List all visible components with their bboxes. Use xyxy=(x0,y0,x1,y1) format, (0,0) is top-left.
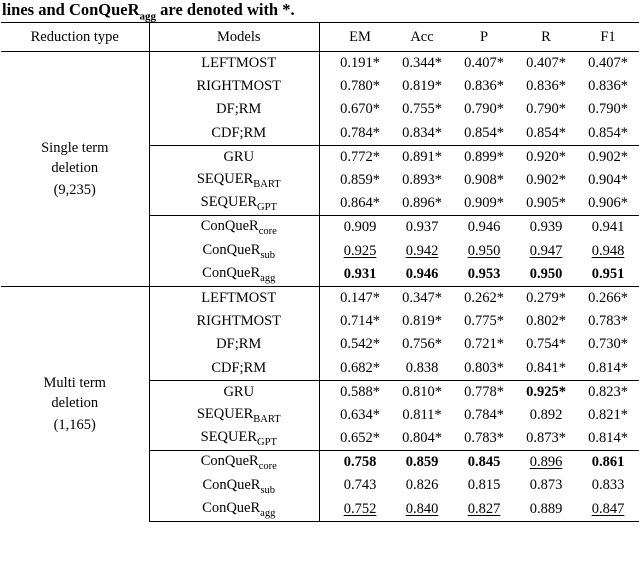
caption-tail xyxy=(0,0,640,22)
metric-value-f1 xyxy=(577,240,639,263)
reduction-type-line: Single term xyxy=(41,139,109,156)
value-bold: 0.951 xyxy=(591,265,625,282)
metric-value-f1: 0.790* xyxy=(588,101,628,118)
header-metric-r: R xyxy=(515,23,577,52)
column-separator xyxy=(149,498,159,522)
value-underline: 0.847 xyxy=(591,500,625,517)
metric-value-f1 xyxy=(577,498,639,522)
value-underline: 0.950 xyxy=(467,242,501,259)
metric-value-f1: 0.821* xyxy=(588,406,628,423)
header-metric-f1: F1 xyxy=(577,23,639,52)
model-variant-subscript: agg xyxy=(260,507,276,519)
model-name-cell xyxy=(159,98,319,121)
value-bold: 0.758 xyxy=(343,454,377,471)
value-bold: 0.946 xyxy=(405,265,439,282)
metric-value-r: 0.790* xyxy=(526,101,566,118)
model-variant-subscript: GPT xyxy=(257,437,277,449)
metric-value-f1: 0.814* xyxy=(588,430,628,447)
results-table xyxy=(1,22,639,522)
caption-tail-suffix: are denoted with *. xyxy=(156,0,295,19)
header-metric-acc: Acc xyxy=(391,23,453,52)
column-separator xyxy=(319,192,329,216)
column-separator xyxy=(149,286,159,310)
column-separator xyxy=(319,75,329,98)
column-separator xyxy=(319,380,329,404)
column-separator xyxy=(319,263,329,287)
column-separator xyxy=(149,310,159,333)
model-name-cell xyxy=(159,427,319,451)
column-separator xyxy=(319,240,329,263)
model-name: CDF;RM xyxy=(211,359,267,376)
model-name-cell xyxy=(159,263,319,287)
column-separator xyxy=(319,52,329,76)
model-name-cell xyxy=(159,498,319,522)
metric-value-acc xyxy=(391,240,453,263)
header-spacer-2 xyxy=(319,23,329,52)
metric-value-em: 0.147* xyxy=(329,286,391,310)
results-table-body xyxy=(1,23,639,522)
metric-value-p: 0.262* xyxy=(453,286,515,310)
model-name: GRU xyxy=(223,148,255,165)
metric-value-f1 xyxy=(577,451,639,475)
model-name: ConQueR xyxy=(202,264,261,281)
metric-value-f1: 0.266* xyxy=(577,286,639,310)
column-separator xyxy=(149,380,159,404)
metric-value-acc: 0.937 xyxy=(391,216,453,240)
metric-value-acc: 0.834* xyxy=(402,124,442,141)
metric-value-em: 0.588* xyxy=(329,380,391,404)
model-name-cell xyxy=(159,310,319,333)
metric-value-f1: 0.814* xyxy=(588,359,628,376)
column-separator xyxy=(149,192,159,216)
metric-value-acc: 0.755* xyxy=(402,101,442,118)
metric-value-em: 0.784* xyxy=(340,124,380,141)
model-name-cell xyxy=(159,75,319,98)
metric-value-p: 0.784* xyxy=(464,406,504,423)
model-name-cell xyxy=(159,169,319,192)
metric-value-acc: 0.891* xyxy=(391,145,453,169)
metric-value-em: 0.743 xyxy=(343,477,377,494)
value-bold: 0.925* xyxy=(526,383,566,400)
model-name-cell xyxy=(159,145,319,169)
metric-value-acc: 0.838 xyxy=(405,359,439,376)
header-models: Models xyxy=(159,23,319,52)
value-bold: 0.859 xyxy=(405,454,439,471)
metric-value-r: 0.920* xyxy=(515,145,577,169)
metric-value-em xyxy=(329,240,391,263)
metric-value-em xyxy=(329,498,391,522)
column-separator xyxy=(149,216,159,240)
metric-value-acc: 0.819* xyxy=(402,78,442,95)
reduction-type-line: (9,235) xyxy=(53,181,96,198)
column-separator xyxy=(149,240,159,263)
metric-value-f1: 0.407* xyxy=(588,55,628,72)
model-name: SEQUER xyxy=(196,405,254,422)
model-name-cell xyxy=(159,380,319,404)
column-separator xyxy=(319,286,329,310)
model-name: DF;RM xyxy=(216,101,262,118)
metric-value-p xyxy=(453,240,515,263)
value-underline: 0.948 xyxy=(591,242,625,259)
model-name: RIGHTMOST xyxy=(196,313,282,330)
model-name-cell xyxy=(159,286,319,310)
model-name-cell xyxy=(159,474,319,497)
column-separator xyxy=(319,98,329,121)
model-name: SEQUER xyxy=(200,429,258,446)
reduction-type-line: Multi term xyxy=(43,375,106,392)
value-bold: 0.931 xyxy=(343,265,377,282)
model-name: ConQueR xyxy=(202,499,261,516)
metric-value-p: 0.899* xyxy=(453,145,515,169)
metric-value-em: 0.682* xyxy=(340,359,380,376)
metric-value-p: 0.790* xyxy=(464,101,504,118)
metric-value-acc: 0.347* xyxy=(391,286,453,310)
column-separator xyxy=(149,98,159,121)
metric-value-f1: 0.906* xyxy=(588,195,628,212)
metric-value-r: 0.841* xyxy=(526,359,566,376)
column-separator xyxy=(149,474,159,497)
table-row xyxy=(1,286,639,310)
header-reduction-type: Reduction type xyxy=(1,23,149,52)
metric-value-acc xyxy=(391,263,453,287)
metric-value-em xyxy=(329,451,391,475)
metric-value-p: 0.836* xyxy=(464,78,504,95)
metric-value-f1: 0.783* xyxy=(588,313,628,330)
metric-value-f1: 0.836* xyxy=(588,78,628,95)
column-separator xyxy=(319,474,329,497)
model-name: GRU xyxy=(223,383,255,400)
metric-value-p: 0.783* xyxy=(464,430,504,447)
metric-value-acc: 0.819* xyxy=(402,313,442,330)
header-metric-em: EM xyxy=(329,23,391,52)
column-separator xyxy=(319,498,329,522)
metric-value-em: 0.780* xyxy=(340,78,380,95)
value-underline: 0.752 xyxy=(343,500,377,517)
metric-value-em: 0.859* xyxy=(340,172,380,189)
metric-value-r xyxy=(515,380,577,404)
metric-value-acc: 0.896* xyxy=(402,195,442,212)
metric-value-acc: 0.344* xyxy=(402,55,442,72)
table-row xyxy=(1,52,639,76)
metric-value-f1: 0.730* xyxy=(588,336,628,353)
column-separator xyxy=(319,333,329,356)
metric-value-r: 0.939 xyxy=(515,216,577,240)
model-variant-subscript: BART xyxy=(253,413,281,425)
model-name: SEQUER xyxy=(200,194,258,211)
metric-value-f1 xyxy=(577,263,639,287)
model-name-cell xyxy=(159,451,319,475)
value-underline: 0.925 xyxy=(343,242,377,259)
column-separator xyxy=(319,310,329,333)
metric-value-em: 0.864* xyxy=(340,195,380,212)
column-separator xyxy=(149,404,159,427)
column-separator xyxy=(319,216,329,240)
metric-value-acc xyxy=(391,451,453,475)
metric-value-r: 0.802* xyxy=(526,313,566,330)
model-name: CDF;RM xyxy=(211,124,267,141)
model-variant-subscript: BART xyxy=(253,178,281,190)
metric-value-em: 0.714* xyxy=(340,313,380,330)
metric-value-r xyxy=(515,240,577,263)
model-variant-subscript: GPT xyxy=(257,202,277,214)
model-name-cell xyxy=(159,333,319,356)
model-name: ConQueR xyxy=(200,453,259,470)
metric-value-p: 0.815 xyxy=(467,477,501,494)
column-separator xyxy=(319,451,329,475)
value-underline: 0.840 xyxy=(405,500,439,517)
column-separator xyxy=(149,356,159,380)
model-name-cell xyxy=(159,404,319,427)
metric-value-f1: 0.902* xyxy=(577,145,639,169)
reduction-type-line: deletion xyxy=(51,395,99,412)
reduction-type-line: deletion xyxy=(51,159,99,176)
metric-value-f1: 0.823* xyxy=(577,380,639,404)
metric-value-f1: 0.833 xyxy=(591,477,625,494)
model-name: ConQueR xyxy=(200,218,259,235)
metric-value-acc: 0.893* xyxy=(402,172,442,189)
metric-value-r: 0.754* xyxy=(526,336,566,353)
metric-value-em: 0.542* xyxy=(340,336,380,353)
model-name-cell xyxy=(159,52,319,76)
column-separator xyxy=(149,122,159,146)
metric-value-p: 0.908* xyxy=(464,172,504,189)
value-underline: 0.947 xyxy=(529,242,563,259)
model-name-cell xyxy=(159,216,319,240)
metric-value-em: 0.652* xyxy=(340,430,380,447)
metric-value-em: 0.191* xyxy=(340,55,380,72)
metric-value-em xyxy=(329,263,391,287)
metric-value-r: 0.836* xyxy=(526,78,566,95)
caption-tail-subscript: agg xyxy=(139,10,157,22)
metric-value-p: 0.778* xyxy=(453,380,515,404)
metric-value-p xyxy=(453,263,515,287)
metric-value-p: 0.803* xyxy=(464,359,504,376)
reduction-type-line: (1,165) xyxy=(53,417,96,434)
metric-value-p: 0.946 xyxy=(453,216,515,240)
metric-value-acc: 0.804* xyxy=(402,430,442,447)
column-separator xyxy=(149,427,159,451)
model-name-cell xyxy=(159,192,319,216)
metric-value-p xyxy=(453,498,515,522)
column-separator xyxy=(149,451,159,475)
metric-value-em: 0.670* xyxy=(340,101,380,118)
header-spacer-1 xyxy=(149,23,159,52)
value-bold: 0.845 xyxy=(467,454,501,471)
column-separator xyxy=(149,75,159,98)
header-metric-p: P xyxy=(453,23,515,52)
metric-value-p: 0.407* xyxy=(464,55,504,72)
reduction-type-cell xyxy=(1,52,149,287)
reduction-type-cell xyxy=(1,286,149,521)
model-variant-subscript: sub xyxy=(260,249,276,261)
metric-value-r xyxy=(515,263,577,287)
value-bold: 0.953 xyxy=(467,265,501,282)
column-separator xyxy=(149,52,159,76)
metric-value-p xyxy=(453,451,515,475)
metric-value-r: 0.902* xyxy=(526,172,566,189)
model-name: SEQUER xyxy=(196,171,254,188)
model-name: ConQueR xyxy=(202,476,261,493)
column-separator xyxy=(319,169,329,192)
metric-value-r: 0.873 xyxy=(529,477,563,494)
metric-value-r: 0.854* xyxy=(526,124,566,141)
metric-value-p: 0.721* xyxy=(464,336,504,353)
metric-value-r xyxy=(515,451,577,475)
metric-value-em: 0.634* xyxy=(340,406,380,423)
metric-value-f1: 0.854* xyxy=(588,124,628,141)
metric-value-acc: 0.810* xyxy=(391,380,453,404)
model-name-cell xyxy=(159,356,319,380)
model-name: LEFTMOST xyxy=(201,55,277,72)
model-name: RIGHTMOST xyxy=(196,78,282,95)
value-underline: 0.942 xyxy=(405,242,439,259)
metric-value-em: 0.909 xyxy=(329,216,391,240)
column-separator xyxy=(149,145,159,169)
model-name: LEFTMOST xyxy=(201,289,277,306)
metric-value-f1: 0.941 xyxy=(577,216,639,240)
caption-tail-prefix: lines and ConQueR xyxy=(2,0,140,19)
model-variant-subscript: agg xyxy=(260,272,276,284)
metric-value-acc: 0.756* xyxy=(402,336,442,353)
metric-value-acc xyxy=(391,498,453,522)
metric-value-r: 0.892 xyxy=(529,406,563,423)
column-separator xyxy=(149,263,159,287)
value-bold: 0.861 xyxy=(591,454,625,471)
metric-value-r: 0.905* xyxy=(526,195,566,212)
model-name: ConQueR xyxy=(202,241,261,258)
value-underline: 0.827 xyxy=(467,500,501,517)
column-separator xyxy=(319,356,329,380)
model-name: DF;RM xyxy=(216,336,262,353)
metric-value-f1: 0.904* xyxy=(588,172,628,189)
value-bold: 0.950 xyxy=(529,265,563,282)
metric-value-em: 0.772* xyxy=(329,145,391,169)
metric-value-acc: 0.826 xyxy=(405,477,439,494)
column-separator xyxy=(319,404,329,427)
column-separator xyxy=(319,427,329,451)
metric-value-r: 0.407* xyxy=(526,55,566,72)
metric-value-r: 0.889 xyxy=(515,498,577,522)
column-separator xyxy=(149,169,159,192)
metric-value-r: 0.873* xyxy=(526,430,566,447)
metric-value-acc: 0.811* xyxy=(402,406,442,423)
model-name-cell xyxy=(159,240,319,263)
model-variant-subscript: core xyxy=(258,226,277,238)
metric-value-p: 0.775* xyxy=(464,313,504,330)
column-separator xyxy=(319,122,329,146)
column-separator xyxy=(149,333,159,356)
metric-value-p: 0.909* xyxy=(464,195,504,212)
metric-value-p: 0.854* xyxy=(464,124,504,141)
metric-value-r: 0.279* xyxy=(515,286,577,310)
value-underline: 0.896 xyxy=(529,454,563,471)
model-variant-subscript: core xyxy=(258,461,277,473)
model-name-cell xyxy=(159,122,319,146)
table-header-row xyxy=(1,23,639,52)
column-separator xyxy=(319,145,329,169)
model-variant-subscript: sub xyxy=(260,484,276,496)
